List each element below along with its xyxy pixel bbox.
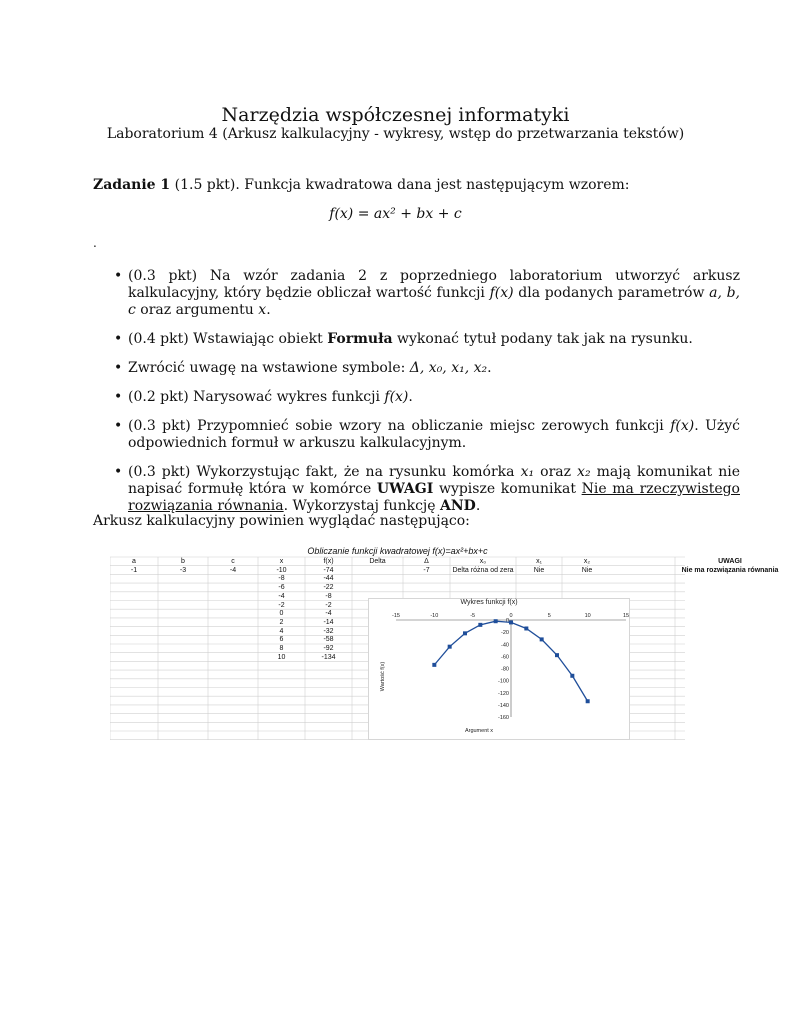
sheet-fx-cell: -44 bbox=[323, 575, 334, 583]
y-tick-label: -160 bbox=[497, 715, 509, 721]
sheet-x1-cell: Nie bbox=[533, 566, 545, 574]
x-axis-label: Argument x bbox=[464, 728, 494, 734]
y-tick-label: -60 bbox=[501, 654, 509, 661]
sheet-x-cell: 6 bbox=[279, 636, 284, 644]
sheet-delta-cell: -7 bbox=[423, 566, 430, 574]
sheet-header-cell: x₀ bbox=[479, 558, 487, 565]
data-point bbox=[570, 674, 574, 678]
sheet-x-cell: 0 bbox=[279, 610, 284, 618]
sheet-fx-cell: -14 bbox=[323, 618, 334, 626]
sheet-fx-cell: -4 bbox=[325, 610, 332, 618]
list-item: • Zwrócić uwagę na wstawione symbole: Δ, x₀, x₁, x₂. bbox=[100, 360, 740, 377]
y-tick-label: -20 bbox=[501, 630, 509, 637]
data-point bbox=[524, 626, 528, 630]
sheet-x-cell: 4 bbox=[279, 627, 284, 635]
x-tick-label: -15 bbox=[392, 613, 400, 619]
sheet-x2-cell: Nie bbox=[581, 566, 593, 574]
list-item: • (0.3 pkt) Przypomnieć sobie wzory na obliczanie miejsc zerowych funkcji f(x). Użyć odpowiednich formuł w arkuszu kalkulacyjnym. bbox=[100, 418, 740, 452]
sheet-header-cell: f(x) bbox=[323, 558, 334, 565]
task-text: Funkcja kwadratowa dana jest następującym wzorem: bbox=[244, 177, 630, 193]
sheet-x-cell: -10 bbox=[276, 566, 287, 574]
list-item: • (0.2 pkt) Narysować wykres funkcji f(x). bbox=[100, 389, 740, 406]
task-points: (1.5 pkt). bbox=[174, 177, 240, 193]
sheet-header-cell: UWAGI bbox=[718, 558, 742, 565]
sheet-fx-cell: -134 bbox=[321, 653, 336, 661]
sheet-fx-cell: -92 bbox=[323, 645, 334, 652]
y-tick-label: -140 bbox=[497, 702, 509, 709]
sheet-header-cell: Delta bbox=[369, 558, 386, 565]
sheet-fx-cell: -32 bbox=[323, 627, 334, 635]
data-point bbox=[509, 620, 513, 624]
sheet-param-cell: -4 bbox=[229, 566, 237, 574]
sheet-fx-cell: -58 bbox=[323, 636, 334, 644]
y-axis-label: Wartość f(x) bbox=[380, 661, 386, 692]
sheet-x-cell: -2 bbox=[278, 601, 285, 609]
list-item: • (0.3 pkt) Wykorzystując fakt, że na rysunku komórka x₁ oraz x₂ mają komunikat nie napisać formułę która w komórce UWAGI wypisze komunikat Nie ma rzeczywistego rozwiązania równania. Wykorzystaj funkcję AND. bbox=[100, 464, 740, 515]
sheet-x-cell: 2 bbox=[279, 618, 284, 626]
sheet-fx-cell: -74 bbox=[323, 566, 334, 574]
sheet-param-cell: -1 bbox=[130, 566, 138, 574]
sheet-x-cell: 8 bbox=[279, 645, 284, 652]
sheet-x-cell: 10 bbox=[277, 653, 286, 661]
outro-text: Arkusz kalkulacyjny powinien wyglądać następująco: bbox=[93, 513, 470, 529]
sheet-x-cell: -6 bbox=[278, 584, 285, 592]
page-subtitle: Laboratorium 4 (Arkusz kalkulacyjny - wykresy, wstęp do przetwarzania tekstów) bbox=[106, 126, 685, 142]
data-point bbox=[586, 699, 590, 703]
task-formula: f(x) = ax² + bx + c bbox=[329, 206, 462, 222]
sheet-caption: Obliczanie funkcji kwadratowej f(x)=ax²+bx+c bbox=[307, 546, 488, 556]
sheet-x0-cell: Delta różna od zera bbox=[452, 566, 514, 574]
sheet-fx-cell: -8 bbox=[325, 592, 332, 600]
x-tick-label: 15 bbox=[622, 613, 630, 619]
y-tick-label: -100 bbox=[497, 678, 509, 685]
x-tick-label: -5 bbox=[470, 613, 476, 619]
data-point bbox=[555, 653, 559, 657]
sheet-header-cell: x bbox=[279, 558, 284, 565]
data-point bbox=[494, 619, 498, 623]
y-tick-label: -40 bbox=[501, 642, 509, 649]
list-item: • (0.4 pkt) Wstawiając obiekt Formuła wykonać tytuł podany tak jak na rysunku. bbox=[100, 331, 740, 348]
page-title: Narzędzia współczesnej informatyki bbox=[221, 104, 570, 126]
sheet-header-cell: Δ bbox=[424, 558, 429, 565]
task-intro bbox=[93, 177, 713, 193]
data-point bbox=[478, 623, 482, 627]
sheet-header-cell: a bbox=[132, 558, 136, 565]
sheet-fx-cell: -2 bbox=[325, 601, 332, 609]
data-point bbox=[448, 645, 452, 649]
function-chart bbox=[368, 598, 630, 740]
data-point bbox=[463, 631, 467, 635]
y-tick-label: 0 bbox=[505, 618, 509, 624]
task-label: Zadanie 1 bbox=[93, 177, 171, 193]
y-tick-label: -120 bbox=[497, 690, 509, 697]
sheet-header-cell: x₂ bbox=[583, 558, 591, 565]
chart-title: Wykres funkcji f(x) bbox=[460, 599, 518, 606]
sheet-header-cell: b bbox=[181, 558, 185, 565]
sheet-param-cell: -3 bbox=[179, 566, 187, 574]
stray-dot: . bbox=[93, 236, 97, 250]
sheet-x-cell: -4 bbox=[278, 592, 285, 600]
data-point bbox=[540, 637, 544, 641]
y-tick-label: -80 bbox=[501, 666, 509, 673]
sheet-fx-cell: -22 bbox=[323, 584, 334, 592]
sheet-header-cell: c bbox=[231, 558, 235, 565]
sheet-header-cell: x₁ bbox=[536, 558, 542, 565]
x-tick-label: 5 bbox=[547, 613, 551, 619]
data-point bbox=[432, 663, 436, 667]
task-list bbox=[100, 268, 740, 527]
sheet-x-cell: -8 bbox=[278, 575, 285, 583]
x-tick-label: 0 bbox=[509, 613, 513, 619]
x-tick-label: 10 bbox=[584, 613, 591, 619]
sheet-uwagi-cell: Nie ma rozwiązania równania bbox=[681, 566, 779, 574]
list-item: • (0.3 pkt) Na wzór zadania 2 z poprzedniego laboratorium utworzyć arkusz kalkulacyjny, który będzie obliczał wartość funkcji f(x) dla podanych parametrów a, b, c oraz argumentu x. bbox=[100, 268, 740, 319]
x-tick-label: -10 bbox=[430, 613, 439, 619]
